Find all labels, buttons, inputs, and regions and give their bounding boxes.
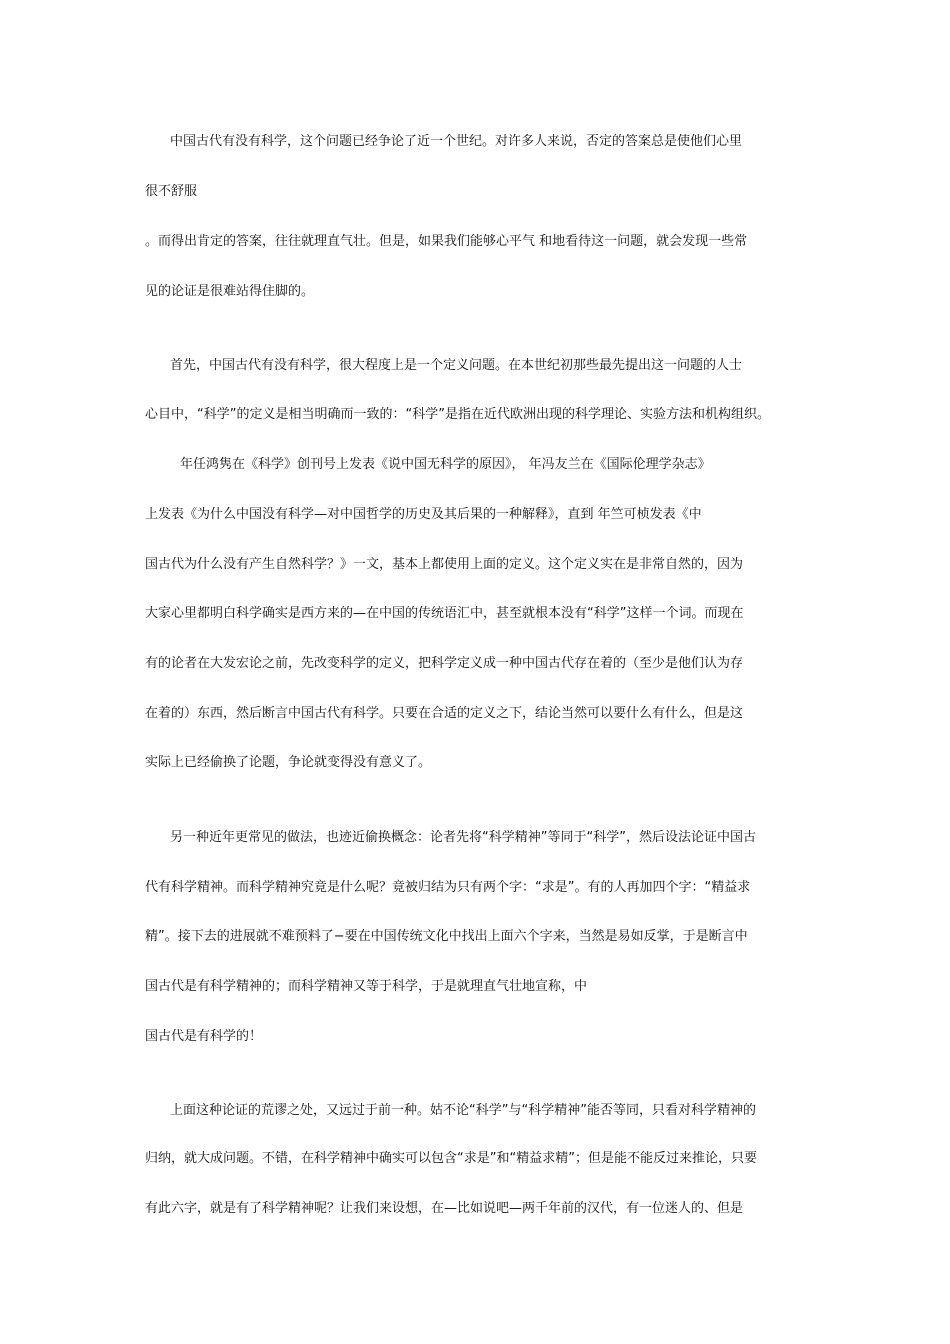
paragraph-4-line-2: 归纳，就大成问题。不错，在科学精神中确实可以包含“求是”和“精益求精”；但是能不能反过来推论，只要 [145, 1151, 757, 1166]
paragraph-4-line-1: 上面这种论证的荒谬之处，又远过于前一种。姑不论“科学”与“科学精神”能否等同，只看对科学精神的 [170, 1103, 756, 1118]
paragraph-2-line-1: 首先，中国古代有没有科学，很大程度上是一个定义问题。在本世纪初那些最先提出这一问题的人士 [170, 358, 743, 373]
paragraph-2-line-5: 国古代为什么没有产生自然科学？》一文，基本上都使用上面的定义。这个定义实在是非常自然的，因为 [145, 557, 744, 572]
paragraph-2-line-6: 大家心里都明白科学确实是西方来的—在中国的传统语汇中，甚至就根本没有“科学”这样一个词。而现在 [145, 606, 744, 621]
paragraph-2-line-7: 有的论者在大发宏论之前，先改变科学的定义，把科学定义成一种中国古代存在着的（至少是他们认为存 [145, 656, 744, 671]
paragraph-1-line-4: 见的论证是很难站得住脚的。 [145, 284, 315, 299]
paragraph-2-line-2: 心目中，“科学”的定义是相当明确而一致的：“科学”是指在近代欧洲出现的科学理论、实验方法和机构组织。 [145, 407, 770, 422]
paragraph-2-line-4: 上发表《为什么中国没有科学—对中国哲学的历史及其后果的一种解释》，直到 年竺可桢发表《中 [145, 507, 702, 522]
paragraph-3-line-4: 国古代是有科学精神的；而科学精神又等于科学，于是就理直气壮地宣称，中 [145, 979, 588, 994]
paragraph-2-line-3: 年任鸿隽在《科学》创刊号上发表《说中国无科学的原因》， 年冯友兰在《国际伦理学杂志》 [180, 457, 711, 472]
paragraph-3-line-5: 国古代是有科学的！ [145, 1029, 263, 1044]
paragraph-3-line-3: 精”。接下去的进展就不难预料了−要在中国传统文化中找出上面六个字来，当然是易如反掌，于是断言中 [145, 929, 748, 944]
paragraph-1-line-1: 中国古代有没有科学，这个问题已经争论了近一个世纪。对许多人来说，否定的答案总是使他们心里 [170, 134, 743, 149]
paragraph-3-line-2: 代有科学精神。而科学精神究竟是什么呢？竟被归结为只有两个字：“求是”。有的人再加四个字：“精益求 [145, 880, 751, 895]
paragraph-1-line-3: 。而得出肯定的答案，往往就理直气壮。但是，如果我们能够心平气 和地看待这一问题，就会发现一些常 [145, 234, 748, 249]
paragraph-3-line-1: 另一种近年更常见的做法，也迹近偷换概念：论者先将“科学精神”等同于“科学”，然后设法论证中国古 [170, 830, 756, 845]
paragraph-2-line-8: 在着的）东西，然后断言中国古代有科学。只要在合适的定义之下，结论当然可以要什么有什么，但是这 [145, 706, 744, 721]
paragraph-2-line-9: 实际上已经偷换了论题，争论就变得没有意义了。 [145, 755, 432, 770]
paragraph-1-line-2: 很不舒服 [145, 184, 198, 199]
paragraph-4-line-3: 有此六字，就是有了科学精神呢？让我们来设想，在—比如说吧—两千年前的汉代，有一位迷人的、但是 [145, 1201, 744, 1216]
